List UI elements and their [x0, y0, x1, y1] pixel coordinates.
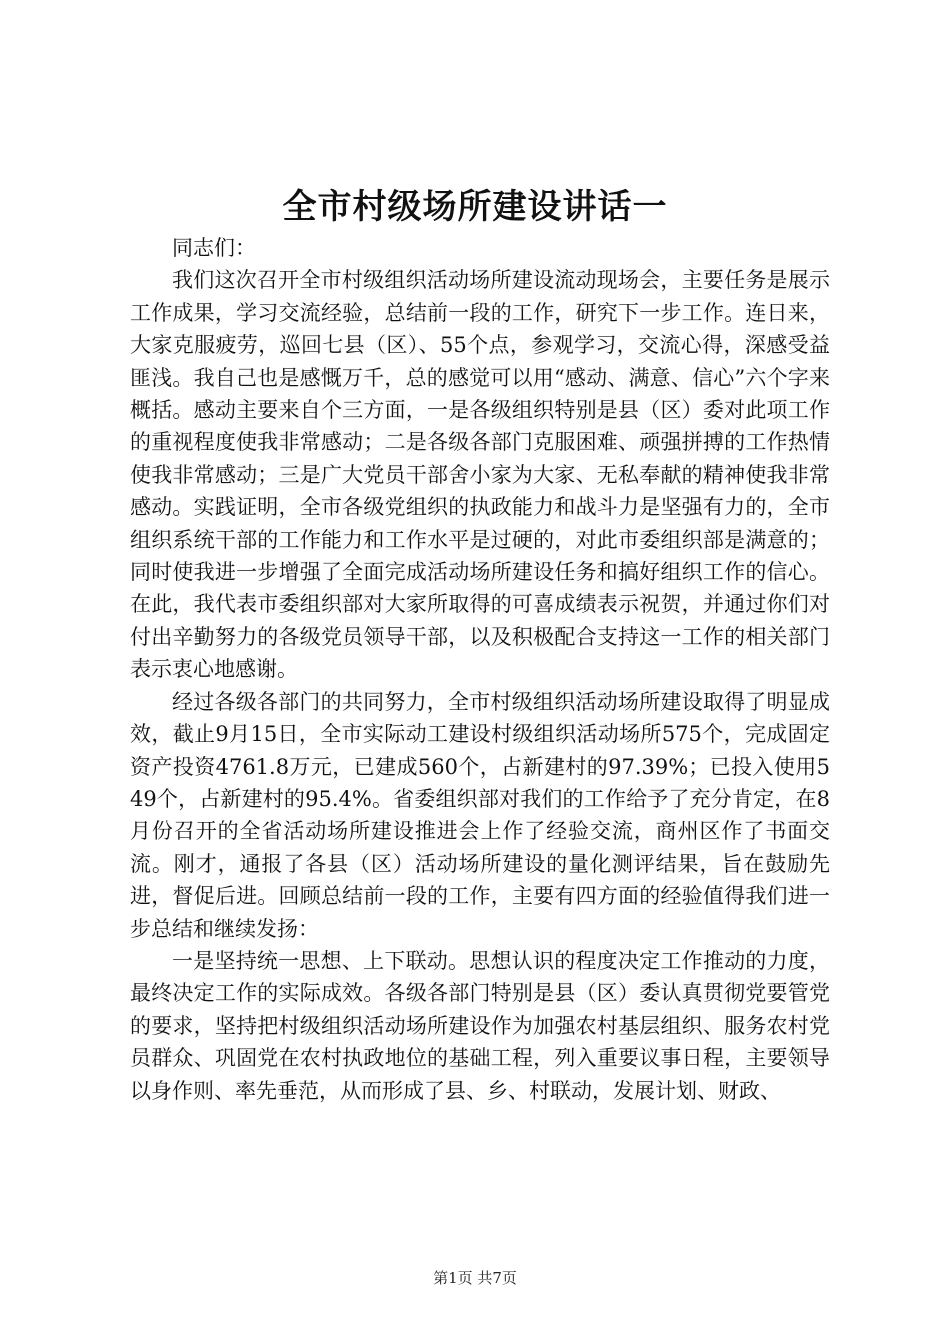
page-number: 第1页 共7页 [433, 1269, 517, 1287]
document-body [130, 232, 830, 1107]
salutation-paragraph: 同志们： [172, 236, 256, 260]
document-title: 全市村级场所建设讲话一 [282, 187, 668, 227]
page-footer [0, 1268, 950, 1288]
body-paragraph: 我们这次召开全市村级组织活动场所建设流动现场会，主要任务是展示工作成果，学习交流经验，总结前一段的工作，研究下一步工作。连日来，大家克服疲劳，巡回七县（区）、55个点，参观学习，交流心得，深感受益匪浅。我自己也是感慨万千，总的感觉可以用“感动、满意、信心”六个字来概括。感动主要来自个三方面，一是各级组织特别是县（区）委对此项工作的重视程度使我非常感动；二是各级各部门克服困难、顽强拼搏的工作热情使我非常感动；三是广大党员干部舍小家为大家、无私奉献的精神使我非常感动。实践证明，全市各级党组织的执政能力和战斗力是坚强有力的，全市组织系统干部的工作能力和工作水平是过硬的，对此市委组织部是满意的；同时使我进一步增强了全面完成活动场所建设任务和搞好组织工作的信心。在此，我代表市委组织部对大家所取得的可喜成绩表示祝贺，并通过你们对付出辛勤努力的各级党员领导干部，以及积极配合支持这一工作的相关部门表示衷心地感谢。 [130, 268, 830, 682]
body-paragraph: 经过各级各部门的共同努力，全市村级组织活动场所建设取得了明显成效，截止9月15日，全市实际动工建设村级组织活动场所575个，完成固定资产投资4761.8万元，已建成560个，占新建村的97.39%；已投入使用549个，占新建村的95.4%。省委组织部对我们的工作给予了充分肯定，在8月份召开的全省活动场所建设推进会上作了经验交流，商州区作了书面交流。刚才，通报了各县（区）活动场所建设的量化测评结果，旨在鼓励先进，督促后进。回顾总结前一段的工作，主要有四方面的经验值得我们进一步总结和继续发扬： [130, 689, 830, 941]
body-paragraph: 一是坚持统一思想、上下联动。思想认识的程度决定工作推动的力度，最终决定工作的实际成效。各级各部门特别是县（区）委认真贯彻党要管党的要求，坚持把村级组织活动场所建设作为加强农村基层组织、服务农村党员群众、巩固党在农村执政地位的基础工程，列入重要议事日程，主要领导以身作则、率先垂范，从而形成了县、乡、村联动，发展计划、财政、 [130, 948, 830, 1103]
